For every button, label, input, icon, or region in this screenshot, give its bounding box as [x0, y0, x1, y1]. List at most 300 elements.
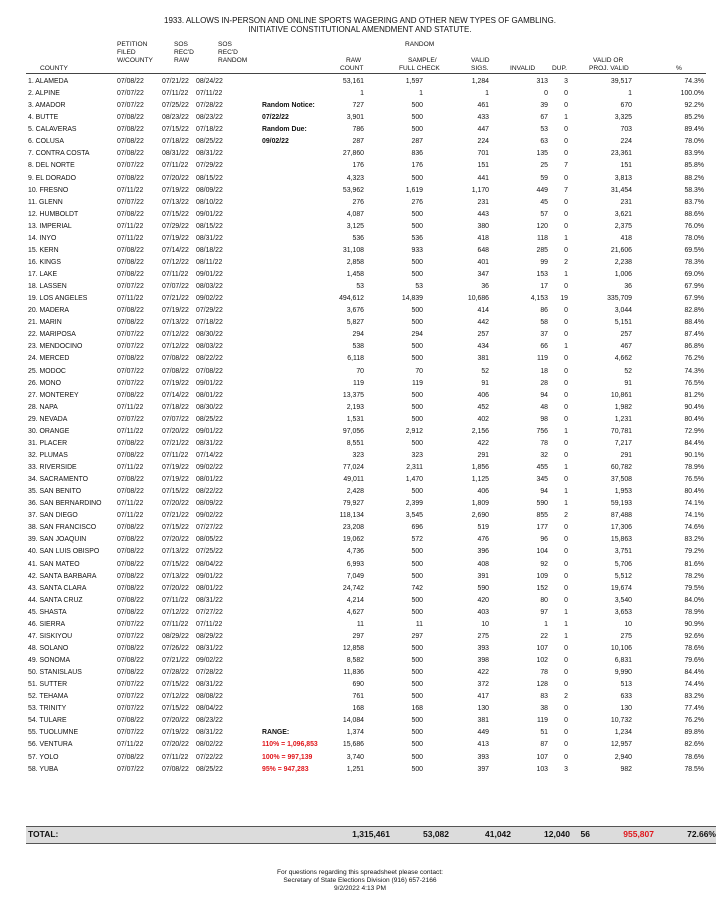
sos-raw-date: 07/29/22: [162, 222, 189, 230]
valid-percent: 88.2%: [684, 174, 704, 182]
petition-filed-date: 07/08/22: [117, 476, 144, 484]
table-row: [0, 691, 720, 703]
county-name: 33. RIVERSIDE: [28, 464, 77, 471]
proj-valid: 2,238: [614, 258, 632, 266]
sample-count: 500: [411, 271, 423, 278]
county-name: 28. NAPA: [28, 403, 58, 411]
invalid-count: 449: [536, 186, 548, 194]
header-full-check: FULL CHECK: [399, 65, 440, 72]
invalid-count: 94: [540, 488, 548, 496]
side-note: 07/22/22: [262, 114, 289, 122]
sos-raw-date: 07/19/22: [162, 476, 189, 484]
header-random-2: RANDOM: [218, 57, 248, 64]
sample-count: 1,619: [405, 186, 423, 194]
sample-count: 500: [411, 548, 423, 556]
proj-valid: 151: [620, 162, 632, 170]
county-name: 54. TULARE: [28, 717, 67, 725]
valid-percent: 88.4%: [684, 319, 704, 327]
proj-valid: 19,674: [610, 584, 632, 592]
proj-valid: 36: [624, 283, 632, 291]
valid-sigs: 393: [477, 644, 489, 652]
raw-count: 536: [352, 234, 364, 242]
sample-count: 2,912: [405, 427, 423, 435]
valid-percent: 90.9%: [684, 620, 704, 628]
petition-filed-date: 07/08/22: [117, 560, 144, 568]
proj-valid: 231: [620, 198, 632, 206]
petition-filed-date: 07/08/22: [117, 488, 144, 496]
proj-valid: 7,217: [614, 439, 632, 447]
raw-count: 4,627: [346, 608, 364, 616]
county-name: 51. SUTTER: [28, 681, 68, 689]
dup-count: 0: [564, 451, 568, 459]
dup-count: 0: [564, 415, 568, 423]
sample-count: 1,470: [405, 476, 423, 484]
valid-sigs: 36: [481, 283, 489, 291]
invalid-count: 38: [540, 705, 548, 713]
valid-sigs: 372: [477, 681, 489, 689]
invalid-count: 313: [536, 78, 548, 85]
sos-random-date: 07/28/22: [196, 669, 223, 677]
petition-filed-date: 07/11/22: [117, 295, 144, 303]
sos-raw-date: 07/15/22: [162, 560, 189, 568]
dup-count: 1: [564, 620, 568, 628]
petition-filed-date: 07/07/22: [117, 283, 144, 291]
proj-valid: 335,709: [607, 295, 632, 303]
petition-filed-date: 07/07/22: [117, 343, 144, 351]
sos-random-date: 08/10/22: [196, 198, 223, 206]
invalid-count: 120: [536, 222, 548, 230]
petition-filed-date: 07/08/22: [117, 584, 144, 592]
table-row: [0, 209, 720, 221]
proj-valid: 257: [620, 331, 632, 339]
sample-count: 119: [412, 379, 423, 387]
dup-count: 0: [564, 391, 568, 399]
valid-percent: 90.1%: [684, 451, 704, 459]
sos-random-date: 08/29/22: [196, 632, 223, 640]
invalid-count: 99: [540, 258, 548, 266]
table-row: [0, 703, 720, 715]
dup-count: 2: [564, 693, 568, 701]
dup-count: 0: [564, 90, 568, 98]
county-name: 44. SANTA CRUZ: [28, 596, 83, 604]
petition-filed-date: 07/08/22: [117, 391, 144, 399]
sample-count: 500: [411, 126, 423, 134]
valid-percent: 82.6%: [684, 741, 704, 749]
table-row: [0, 76, 720, 88]
sos-random-date: 08/22/22: [196, 355, 223, 363]
raw-count: 690: [352, 681, 364, 689]
valid-sigs: 347: [477, 271, 489, 278]
header-raw-count: COUNT: [340, 65, 364, 72]
raw-count: 53: [356, 283, 364, 291]
sample-count: 287: [411, 138, 423, 146]
sos-random-date: 09/02/22: [196, 512, 223, 520]
proj-valid: 513: [620, 681, 632, 689]
invalid-count: 58: [540, 319, 548, 327]
sos-raw-date: 08/29/22: [162, 632, 189, 640]
sample-count: 168: [411, 705, 423, 713]
valid-percent: 82.8%: [684, 307, 704, 315]
sample-count: 53: [415, 283, 423, 291]
sample-count: 11: [415, 620, 423, 628]
table-row: [0, 426, 720, 438]
sos-raw-date: 07/15/22: [162, 488, 189, 496]
county-name: 56. VENTURA: [28, 741, 73, 749]
sos-raw-date: 07/11/22: [162, 271, 189, 278]
valid-percent: 90.4%: [684, 403, 704, 411]
proj-valid: 418: [620, 234, 632, 242]
county-name: 57. YOLO: [28, 753, 59, 761]
dup-count: 0: [564, 319, 568, 327]
sos-random-date: 07/29/22: [196, 307, 223, 315]
valid-sigs: 420: [477, 596, 489, 604]
raw-count: 1: [360, 90, 364, 98]
sample-count: 500: [411, 114, 423, 122]
petition-filed-date: 07/08/22: [117, 319, 144, 327]
sos-random-date: 08/25/22: [196, 765, 223, 773]
county-name: 48. SOLANO: [28, 644, 69, 652]
sos-random-date: 09/01/22: [196, 379, 223, 387]
valid-percent: 74.1%: [684, 500, 704, 508]
invalid-count: 345: [536, 476, 548, 484]
footer-phone: Secretary of State Elections Division (916) 657-2166: [283, 877, 437, 884]
sample-count: 500: [411, 439, 423, 447]
valid-percent: 78.6%: [684, 753, 704, 761]
invalid-count: 152: [536, 584, 548, 592]
proj-valid: 1,982: [614, 403, 632, 411]
table-row: [0, 221, 720, 233]
county-name: 47. SISKIYOU: [28, 632, 73, 640]
dup-count: 1: [564, 488, 568, 496]
dup-count: 0: [564, 524, 568, 532]
invalid-count: 855: [536, 512, 548, 520]
proj-valid: 6,831: [614, 657, 632, 664]
valid-percent: 58.3%: [684, 186, 704, 194]
proj-valid: 39,517: [610, 78, 632, 85]
sos-raw-date: 07/13/22: [162, 572, 189, 580]
county-name: 29. NEVADA: [28, 415, 68, 423]
dup-count: 7: [564, 162, 568, 170]
raw-count: 8,582: [346, 657, 364, 664]
sos-raw-date: 07/13/22: [162, 198, 189, 206]
raw-count: 168: [352, 705, 364, 713]
dup-count: 0: [564, 729, 568, 737]
proj-valid: 3,751: [614, 548, 632, 556]
dup-count: 1: [564, 464, 568, 471]
header-sos-1: SOS: [174, 41, 188, 48]
invalid-count: 51: [540, 729, 548, 737]
proj-valid: 1,953: [614, 488, 632, 496]
county-name: 18. LASSEN: [28, 283, 67, 291]
valid-sigs: 449: [477, 729, 489, 737]
proj-valid: 87,488: [610, 512, 632, 520]
petition-filed-date: 07/08/22: [117, 114, 144, 122]
valid-percent: 74.4%: [684, 681, 704, 689]
proj-valid: 1,006: [614, 271, 632, 278]
county-name: 27. MONTEREY: [28, 391, 79, 399]
dup-count: 0: [564, 367, 568, 375]
sample-count: 933: [411, 246, 423, 254]
header-county: COUNTY: [40, 65, 68, 72]
raw-count: 118,134: [339, 512, 364, 520]
sos-random-date: 08/01/22: [196, 476, 223, 484]
invalid-count: 104: [536, 548, 548, 556]
petition-filed-date: 07/08/22: [117, 126, 144, 134]
sos-random-date: 07/27/22: [196, 608, 223, 616]
valid-percent: 87.4%: [684, 331, 704, 339]
valid-percent: 74.3%: [684, 367, 704, 375]
proj-valid: 224: [620, 138, 632, 146]
invalid-count: 119: [537, 717, 548, 725]
petition-filed-date: 07/08/22: [117, 669, 144, 677]
invalid-count: 119: [537, 355, 548, 363]
sos-raw-date: 07/13/22: [162, 548, 189, 556]
sample-count: 500: [411, 102, 423, 110]
county-name: 1. ALAMEDA: [28, 78, 69, 85]
valid-percent: 83.2%: [684, 693, 704, 701]
table-row: [0, 739, 720, 751]
header-sigs: SIGS.: [471, 65, 489, 72]
county-rows: [0, 76, 720, 776]
header-invalid: INVALID: [510, 65, 536, 72]
valid-sigs: 422: [477, 669, 489, 677]
sos-raw-date: 07/11/22: [162, 753, 189, 761]
petition-filed-date: 07/08/22: [117, 258, 144, 266]
county-name: 31. PLACER: [28, 439, 68, 447]
valid-sigs: 275: [477, 632, 489, 640]
valid-sigs: 433: [477, 114, 489, 122]
proj-valid: 21,606: [610, 246, 632, 254]
proj-valid: 291: [620, 451, 632, 459]
county-name: 24. MERCED: [28, 355, 70, 363]
sample-count: 500: [411, 343, 423, 351]
sample-count: 14,839: [401, 295, 423, 303]
sos-raw-date: 07/14/22: [162, 246, 189, 254]
sos-random-date: 08/30/22: [196, 403, 223, 411]
dup-count: 0: [564, 572, 568, 580]
table-row: [0, 474, 720, 486]
table-row: [0, 414, 720, 426]
valid-percent: 83.7%: [684, 198, 704, 206]
proj-valid: 3,540: [614, 596, 632, 604]
dup-count: 0: [564, 657, 568, 664]
sample-count: 500: [411, 210, 423, 218]
valid-sigs: 391: [477, 572, 489, 580]
invalid-count: 86: [540, 307, 548, 315]
valid-percent: 79.6%: [684, 657, 704, 664]
proj-valid: 9,990: [614, 669, 632, 677]
header-divider: [26, 73, 706, 74]
county-name: 46. SIERRA: [28, 620, 66, 628]
invalid-count: 102: [536, 657, 548, 664]
proj-valid: 37,508: [610, 476, 632, 484]
sample-count: 500: [411, 415, 423, 423]
side-note: Random Notice:: [262, 102, 315, 110]
sos-raw-date: 07/20/22: [162, 536, 189, 544]
valid-sigs: 443: [477, 210, 489, 218]
sample-count: 2,399: [405, 500, 423, 508]
valid-percent: 84.4%: [684, 439, 704, 447]
sos-raw-date: 07/20/22: [162, 584, 189, 592]
dup-count: 0: [564, 246, 568, 254]
proj-valid: 1: [628, 90, 632, 98]
sos-raw-date: 07/15/22: [162, 524, 189, 532]
sos-random-date: 08/31/22: [196, 596, 223, 604]
sos-raw-date: 07/12/22: [162, 693, 189, 701]
invalid-count: 78: [540, 439, 548, 447]
header-filed: FILED: [117, 49, 136, 56]
sos-raw-date: 07/15/22: [162, 126, 189, 134]
table-row: [0, 667, 720, 679]
proj-valid: 10,732: [610, 717, 632, 725]
valid-sigs: 380: [477, 222, 489, 230]
sos-random-date: 08/01/22: [196, 584, 223, 592]
sos-raw-date: 07/19/22: [162, 186, 189, 194]
sample-count: 1,597: [405, 78, 423, 85]
table-row: [0, 522, 720, 534]
sos-random-date: 09/02/22: [196, 295, 223, 303]
side-note: 100% = 997,139: [262, 753, 313, 761]
petition-filed-date: 07/08/22: [117, 608, 144, 616]
table-row: [0, 173, 720, 185]
petition-filed-date: 07/07/22: [117, 331, 144, 339]
sos-random-date: 08/03/22: [196, 283, 223, 291]
proj-valid: 5,151: [614, 319, 632, 327]
petition-filed-date: 07/07/22: [117, 681, 144, 689]
valid-percent: 78.2%: [684, 572, 704, 580]
sos-raw-date: 07/18/22: [162, 138, 189, 146]
proj-valid: 3,653: [614, 608, 632, 616]
dup-count: 1: [564, 343, 568, 351]
table-row: [0, 510, 720, 522]
header-recd-2: REC'D: [218, 49, 238, 56]
proj-valid: 10,861: [610, 391, 632, 399]
petition-filed-date: 07/07/22: [117, 705, 144, 713]
petition-filed-date: 07/11/22: [117, 512, 144, 520]
county-name: 58. YUBA: [28, 765, 59, 773]
dup-count: 0: [564, 307, 568, 315]
raw-count: 11: [356, 620, 364, 628]
county-name: 36. SAN BERNARDINO: [28, 500, 102, 508]
county-name: 25. MODOC: [28, 367, 66, 375]
sample-count: 276: [411, 198, 423, 206]
sos-random-date: 08/05/22: [196, 536, 223, 544]
dup-count: 0: [564, 439, 568, 447]
petition-filed-date: 07/08/22: [117, 644, 144, 652]
dup-count: 0: [564, 379, 568, 387]
county-name: 13. IMPERIAL: [28, 222, 72, 230]
dup-count: 0: [564, 644, 568, 652]
invalid-count: 107: [536, 644, 548, 652]
sample-count: 500: [411, 693, 423, 701]
sos-random-date: 08/11/22: [196, 258, 223, 266]
sos-raw-date: 07/21/22: [162, 512, 189, 520]
raw-count: 53,962: [342, 186, 364, 194]
total-percent: 72.66%: [687, 829, 716, 839]
table-row: [0, 341, 720, 353]
county-name: 12. HUMBOLDT: [28, 210, 79, 218]
invalid-count: 96: [540, 536, 548, 544]
raw-count: 53,161: [342, 78, 364, 85]
raw-count: 294: [352, 331, 364, 339]
sos-random-date: 08/01/22: [196, 391, 223, 399]
valid-sigs: 257: [477, 331, 489, 339]
raw-count: 11,836: [343, 669, 364, 677]
valid-sigs: 447: [477, 126, 489, 134]
header-petition: PETITION: [117, 41, 148, 48]
table-row: [0, 546, 720, 558]
county-name: 7. CONTRA COSTA: [28, 150, 90, 158]
valid-percent: 67.9%: [684, 283, 704, 291]
side-note: RANGE:: [262, 729, 290, 737]
sample-count: 742: [411, 584, 423, 592]
raw-count: 1,458: [346, 271, 364, 278]
table-row: [0, 462, 720, 474]
sample-count: 500: [411, 608, 423, 616]
sos-raw-date: 07/12/22: [162, 258, 189, 266]
petition-filed-date: 07/11/22: [117, 186, 144, 194]
sos-random-date: 08/03/22: [196, 343, 223, 351]
valid-sigs: 442: [477, 319, 489, 327]
table-row: [0, 438, 720, 450]
table-row: [0, 233, 720, 245]
proj-valid: 703: [620, 126, 632, 134]
valid-percent: 85.2%: [684, 114, 704, 122]
county-name: 32. PLUMAS: [28, 451, 68, 459]
dup-count: 0: [564, 150, 568, 158]
raw-count: 8,551: [346, 439, 364, 447]
sos-random-date: 08/31/22: [196, 234, 223, 242]
dup-count: 0: [564, 222, 568, 230]
valid-percent: 72.9%: [684, 427, 704, 435]
sample-count: 500: [411, 669, 423, 677]
dup-count: 1: [564, 632, 568, 640]
raw-count: 494,612: [339, 295, 364, 303]
county-name: 37. SAN DIEGO: [28, 512, 78, 520]
valid-sigs: 648: [477, 246, 489, 254]
petition-filed-date: 07/11/22: [117, 500, 144, 508]
invalid-count: 48: [540, 403, 548, 411]
table-row: [0, 583, 720, 595]
raw-count: 2,428: [346, 488, 364, 496]
sos-random-date: 07/27/22: [196, 524, 223, 532]
sample-count: 696: [411, 524, 423, 532]
petition-filed-date: 07/08/22: [117, 536, 144, 544]
raw-count: 786: [352, 126, 364, 134]
invalid-count: 59: [540, 174, 548, 182]
table-row: [0, 390, 720, 402]
raw-count: 24,742: [342, 584, 364, 592]
county-name: 55. TUOLUMNE: [28, 729, 79, 737]
header-sample: SAMPLE/: [408, 57, 437, 64]
dup-count: 0: [564, 126, 568, 134]
sample-count: 500: [411, 717, 423, 725]
valid-sigs: 452: [477, 403, 489, 411]
sos-random-date: 07/11/22: [196, 620, 223, 628]
sos-raw-date: 07/19/22: [162, 464, 189, 471]
table-row: [0, 607, 720, 619]
raw-count: 176: [352, 162, 364, 170]
raw-count: 7,049: [346, 572, 364, 580]
sample-count: 1: [419, 90, 423, 98]
proj-valid: 275: [620, 632, 632, 640]
table-row: [0, 269, 720, 281]
dup-count: 0: [564, 331, 568, 339]
invalid-count: 22: [540, 632, 548, 640]
table-row: [0, 631, 720, 643]
dup-count: 3: [564, 765, 568, 773]
sos-raw-date: 07/08/22: [162, 765, 189, 773]
